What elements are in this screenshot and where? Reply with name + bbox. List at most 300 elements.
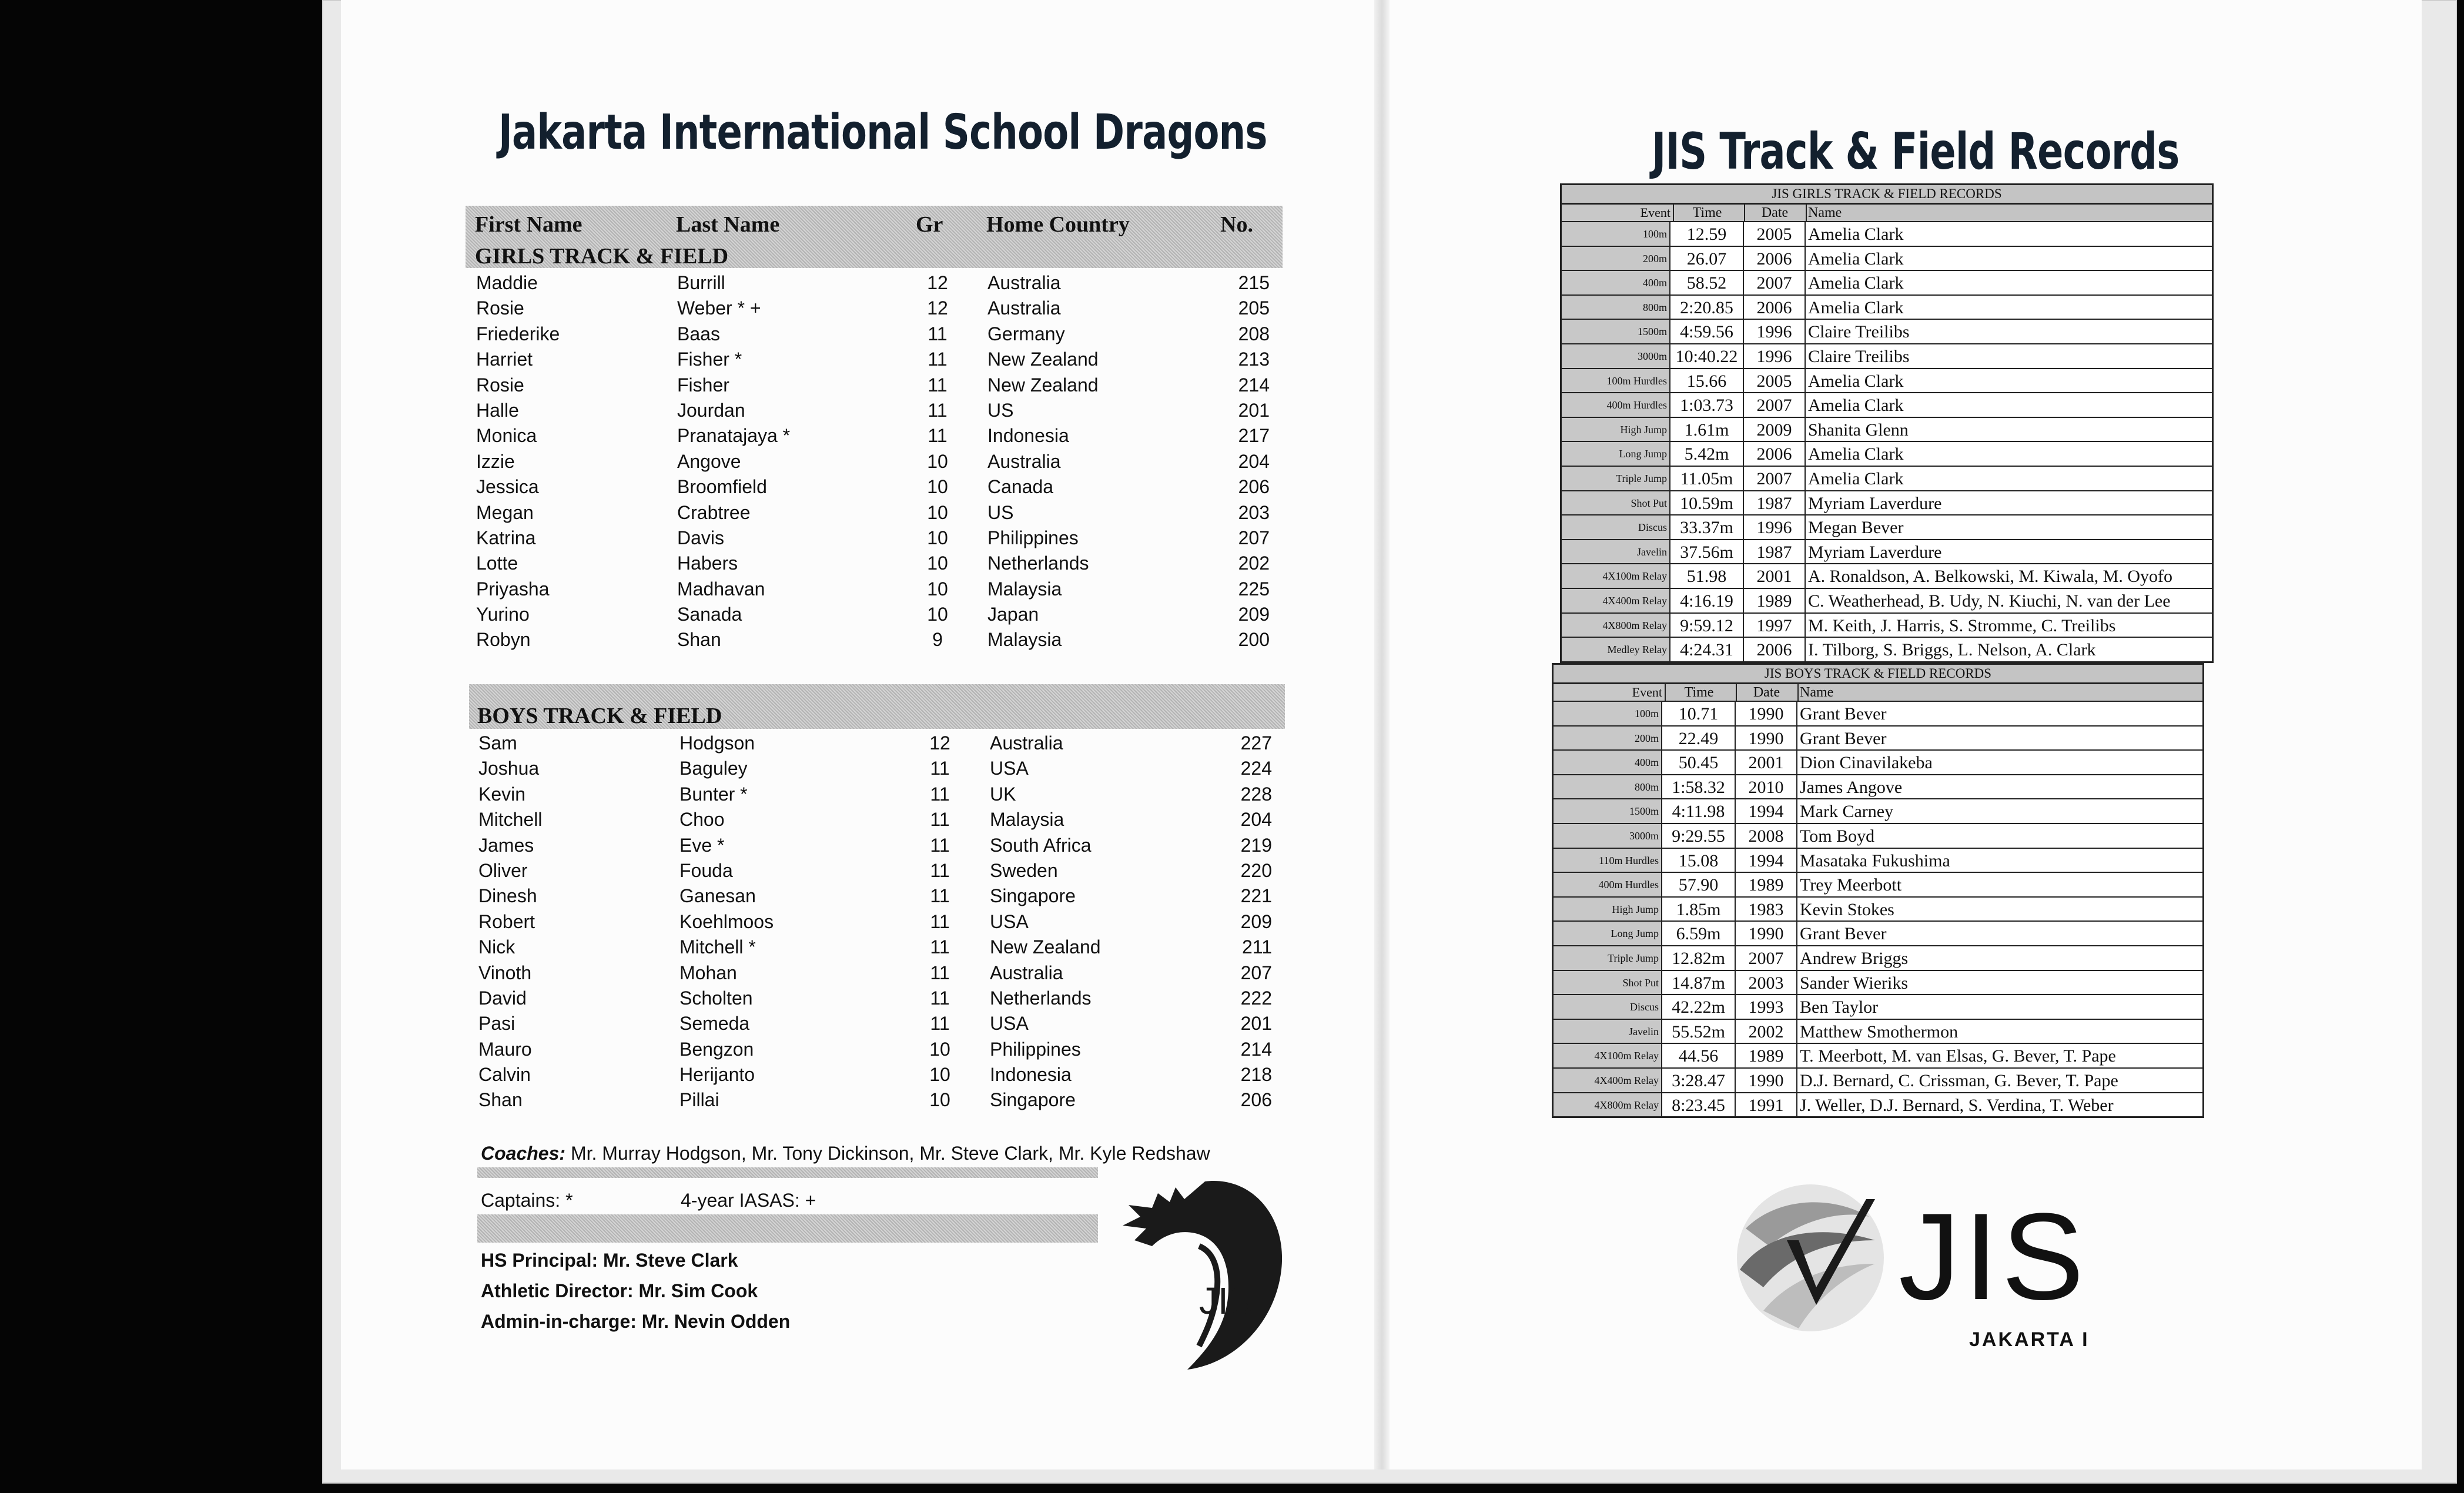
- boys-roster: [478, 731, 1290, 1113]
- roster-grade: 11: [930, 987, 950, 1009]
- roster-row: [476, 500, 1287, 525]
- record-name: Trey Meerbott: [1800, 875, 1902, 895]
- record-event: Shot Put: [1562, 491, 1670, 515]
- roster-grade: 10: [927, 527, 948, 548]
- roster-number: 204: [1238, 450, 1270, 472]
- record-time: 8:23.45: [1662, 1093, 1736, 1117]
- record-row: [1554, 872, 2202, 896]
- roster-row: [476, 577, 1287, 602]
- roster-home-country: Netherlands: [987, 553, 1089, 574]
- roster-last-name: Jourdan: [677, 399, 745, 421]
- roster-number: 213: [1238, 349, 1270, 370]
- record-row: [1562, 466, 2212, 490]
- roster-row: [478, 935, 1290, 960]
- dragon-logo-text: JIS: [1199, 1280, 1254, 1322]
- roster-number: 209: [1240, 910, 1272, 932]
- roster-first-name: Sam: [478, 732, 517, 754]
- roster-last-name: Choo: [679, 809, 725, 831]
- record-date: 1994: [1736, 849, 1797, 872]
- record-name: Masataka Fukushima: [1800, 851, 1950, 871]
- roster-number: 200: [1238, 629, 1270, 651]
- record-event: 1500m: [1554, 799, 1662, 823]
- roster-row: [478, 1062, 1290, 1087]
- record-event: 400m Hurdles: [1554, 873, 1662, 896]
- roster-row: [476, 551, 1287, 576]
- roster-last-name: Koehlmoos: [679, 910, 774, 932]
- coaches-label: Coaches:: [481, 1143, 566, 1164]
- record-time: 9:29.55: [1662, 824, 1736, 848]
- record-row: [1562, 514, 2212, 539]
- record-time: 26.07: [1670, 247, 1744, 270]
- admin-line: Admin-in-charge: Mr. Nevin Odden: [481, 1311, 791, 1332]
- iasas-key: 4-year IASAS: +: [681, 1190, 816, 1211]
- roster-row: [476, 398, 1287, 423]
- boys-header-name: Name: [1800, 685, 1834, 700]
- roster-last-name: Bunter *: [679, 783, 748, 805]
- boys-records-title: JIS BOYS TRACK & FIELD RECORDS: [1554, 665, 2202, 683]
- roster-grade: 11: [930, 1013, 950, 1035]
- record-name: Claire Treilibs: [1808, 322, 1910, 342]
- record-date: 1997: [1744, 614, 1806, 637]
- roster-home-country: Australia: [987, 297, 1061, 319]
- record-event: Discus: [1554, 995, 1662, 1019]
- record-row: [1562, 246, 2212, 270]
- roster-last-name: Shan: [677, 629, 721, 651]
- roster-first-name: Rosie: [476, 297, 524, 319]
- girls-header-date: Date: [1744, 205, 1807, 221]
- record-event: 3000m: [1562, 344, 1670, 368]
- roster-home-country: US: [987, 399, 1014, 421]
- roster-home-country: Germany: [987, 323, 1065, 344]
- roster-first-name: Pasi: [478, 1013, 515, 1035]
- record-name: I. Tilborg, S. Briggs, L. Nelson, A. Clark: [1808, 640, 2096, 660]
- roster-home-country: Australia: [987, 450, 1061, 472]
- record-name: T. Meerbott, M. van Elsas, G. Bever, T. Pape: [1800, 1046, 2116, 1066]
- girls-header-event: Event: [1562, 205, 1674, 221]
- girls-records-table: [1560, 183, 2214, 663]
- record-date: 2006: [1744, 442, 1806, 466]
- girls-header-name: Name: [1808, 205, 1842, 220]
- record-name: C. Weatherhead, B. Udy, N. Kiuchi, N. van der Lee: [1808, 591, 2171, 611]
- roster-number: 228: [1240, 783, 1272, 805]
- roster-last-name: Madhavan: [677, 578, 765, 600]
- record-name: Myriam Laverdure: [1808, 493, 1942, 513]
- record-name: Grant Bever: [1800, 728, 1887, 748]
- roster-home-country: US: [987, 501, 1014, 523]
- roster-number: 201: [1240, 1013, 1272, 1035]
- record-name: M. Keith, J. Harris, S. Stromme, C. Treilibs: [1808, 615, 2116, 635]
- roster-row: [478, 883, 1290, 909]
- record-row: [1554, 848, 2202, 872]
- record-time: 15.66: [1670, 369, 1744, 393]
- roster-last-name: Habers: [677, 553, 738, 574]
- roster-first-name: Mauro: [478, 1038, 532, 1060]
- principal-line: HS Principal: Mr. Steve Clark: [481, 1250, 738, 1271]
- roster-first-name: Yurino: [476, 604, 530, 625]
- record-event: Javelin: [1554, 1020, 1662, 1043]
- roster-row: [478, 858, 1290, 883]
- record-row: [1562, 417, 2212, 441]
- record-event: 4X100m Relay: [1562, 564, 1670, 588]
- roster-number: 204: [1240, 809, 1272, 831]
- roster-first-name: Shan: [478, 1089, 523, 1111]
- roster-number: 214: [1238, 374, 1270, 396]
- roster-grade: 10: [927, 604, 948, 625]
- roster-row: [476, 423, 1287, 448]
- roster-last-name: Baas: [677, 323, 720, 344]
- boys-records-body: [1554, 701, 2202, 1116]
- roster-first-name: Harriet: [476, 349, 533, 370]
- record-name: Myriam Laverdure: [1808, 542, 1942, 562]
- roster-home-country: Singapore: [990, 885, 1076, 907]
- boys-header-event: Event: [1554, 684, 1666, 701]
- roster-last-name: Scholten: [679, 987, 753, 1009]
- roster-number: 219: [1240, 834, 1272, 856]
- roster-number: 215: [1238, 272, 1270, 293]
- record-name: Kevin Stokes: [1800, 899, 1894, 919]
- jis-logo: [1728, 1176, 2151, 1364]
- record-time: 37.56m: [1670, 540, 1744, 564]
- record-time: 1.61m: [1670, 418, 1744, 441]
- roster-first-name: Jessica: [476, 476, 539, 498]
- record-time: 50.45: [1662, 751, 1736, 774]
- record-name: A. Ronaldson, A. Belkowski, M. Kiwala, M. Oyofo: [1808, 567, 2172, 587]
- roster-first-name: Maddie: [476, 272, 538, 293]
- record-event: 4X400m Relay: [1562, 589, 1670, 612]
- record-event: Medley Relay: [1562, 638, 1670, 661]
- roster-grade: 10: [927, 553, 948, 574]
- record-row: [1562, 490, 2212, 515]
- roster-home-country: New Zealand: [990, 936, 1101, 958]
- roster-grade: 11: [930, 910, 950, 932]
- record-event: 4X100m Relay: [1554, 1044, 1662, 1067]
- record-time: 10.71: [1662, 702, 1736, 725]
- record-name: Amelia Clark: [1808, 249, 1904, 269]
- roster-first-name: Joshua: [478, 758, 540, 779]
- record-event: 3000m: [1554, 824, 1662, 848]
- roster-home-country: USA: [990, 910, 1029, 932]
- record-date: 1996: [1744, 515, 1806, 539]
- roster-row: [476, 627, 1287, 652]
- record-event: 1500m: [1562, 320, 1670, 343]
- record-event: Long Jump: [1554, 922, 1662, 945]
- record-name: Mark Carney: [1800, 802, 1894, 822]
- record-date: 1994: [1736, 799, 1797, 823]
- record-date: 1987: [1744, 540, 1806, 564]
- header-number: No.: [1220, 212, 1253, 237]
- record-name: James Angove: [1800, 777, 1903, 797]
- record-date: 1989: [1736, 1044, 1797, 1067]
- girls-section-heading: GIRLS TRACK & FIELD: [475, 244, 729, 269]
- record-event: 400m Hurdles: [1562, 393, 1670, 417]
- record-row: [1554, 1067, 2202, 1092]
- roster-first-name: Kevin: [478, 783, 526, 805]
- roster-row: [476, 322, 1287, 347]
- roster-home-country: New Zealand: [987, 349, 1099, 370]
- roster-first-name: Halle: [476, 399, 519, 421]
- roster-row: [476, 270, 1287, 296]
- roster-grade: 11: [930, 809, 950, 831]
- record-event: 400m: [1562, 271, 1670, 294]
- roster-grade: 10: [929, 1089, 950, 1111]
- roster-grade: 12: [929, 732, 950, 754]
- roster-last-name: Crabtree: [677, 501, 751, 523]
- record-event: 4X800m Relay: [1554, 1093, 1662, 1117]
- record-time: 11.05m: [1670, 467, 1744, 490]
- record-name: Claire Treilibs: [1808, 346, 1910, 366]
- record-time: 12.82m: [1662, 946, 1736, 970]
- roster-last-name: Ganesan: [679, 885, 756, 907]
- record-row: [1554, 994, 2202, 1019]
- roster-home-country: Australia: [990, 962, 1063, 983]
- roster-grade: 11: [928, 374, 948, 396]
- roster-number: 220: [1240, 859, 1272, 881]
- jis-logo-text: JIS: [1899, 1187, 2088, 1325]
- roster-home-country: Netherlands: [990, 987, 1092, 1009]
- roster-first-name: James: [478, 834, 534, 856]
- record-event: 100m Hurdles: [1562, 369, 1670, 393]
- record-name: Amelia Clark: [1808, 468, 1904, 488]
- record-row: [1554, 970, 2202, 995]
- record-row: [1562, 563, 2212, 588]
- roster-grade: 11: [930, 859, 950, 881]
- record-event: 100m: [1562, 222, 1670, 246]
- roster-home-country: Philippines: [987, 527, 1079, 548]
- record-date: 2006: [1744, 638, 1806, 661]
- record-name: Dion Cinavilakeba: [1800, 753, 1933, 773]
- record-row: [1554, 1092, 2202, 1117]
- record-row: [1554, 920, 2202, 945]
- record-time: 9:59.12: [1670, 614, 1744, 637]
- captains-key: Captains: *: [481, 1190, 573, 1211]
- roster-row: [478, 960, 1290, 986]
- record-event: 4X400m Relay: [1554, 1069, 1662, 1092]
- record-row: [1562, 294, 2212, 319]
- roster-number: 209: [1238, 604, 1270, 625]
- roster-home-country: Malaysia: [987, 629, 1062, 651]
- roster-row: [478, 782, 1290, 807]
- record-row: [1562, 539, 2212, 564]
- roster-first-name: Mitchell: [478, 809, 543, 831]
- roster-last-name: Pillai: [679, 1089, 719, 1111]
- roster-grade: 11: [930, 885, 950, 907]
- roster-row: [476, 373, 1287, 398]
- roster-first-name: Calvin: [478, 1064, 531, 1086]
- record-date: 1996: [1744, 344, 1806, 368]
- roster-last-name: Pranatajaya *: [677, 425, 791, 447]
- record-name: Amelia Clark: [1808, 297, 1904, 317]
- record-date: 1996: [1744, 320, 1806, 343]
- record-date: 1991: [1736, 1093, 1797, 1117]
- roster-grade: 11: [930, 758, 950, 779]
- roster-row: [478, 909, 1290, 935]
- coaches-divider: [477, 1167, 1098, 1178]
- girls-roster: [476, 270, 1287, 653]
- roster-first-name: Dinesh: [478, 885, 537, 907]
- roster-last-name: Angove: [677, 450, 741, 472]
- record-time: 55.52m: [1662, 1020, 1736, 1043]
- record-time: 10:40.22: [1670, 344, 1744, 368]
- record-row: [1562, 612, 2212, 637]
- roster-home-country: Philippines: [990, 1038, 1081, 1060]
- roster-grade: 10: [927, 476, 948, 498]
- roster-number: 206: [1240, 1089, 1272, 1111]
- record-row: [1554, 798, 2202, 823]
- roster-home-country: New Zealand: [987, 374, 1099, 396]
- roster-row: [476, 296, 1287, 321]
- record-date: 2005: [1744, 222, 1806, 246]
- roster-first-name: Robert: [478, 910, 535, 932]
- roster-last-name: Mohan: [679, 962, 737, 983]
- record-event: 800m: [1554, 775, 1662, 799]
- boys-records-header: [1554, 683, 2202, 701]
- record-name: Grant Bever: [1800, 924, 1887, 944]
- record-date: 1987: [1744, 491, 1806, 515]
- roster-number: 208: [1238, 323, 1270, 344]
- record-row: [1562, 343, 2212, 368]
- roster-grade: 10: [927, 578, 948, 600]
- roster-home-country: Canada: [987, 476, 1054, 498]
- record-name: J. Weller, D.J. Bernard, S. Verdina, T. Weber: [1800, 1095, 2114, 1115]
- roster-first-name: Oliver: [478, 859, 528, 881]
- roster-first-name: Rosie: [476, 374, 524, 396]
- record-date: 2009: [1744, 418, 1806, 441]
- roster-first-name: Vinoth: [478, 962, 532, 983]
- record-name: Andrew Briggs: [1800, 948, 1909, 968]
- header-home-country: Home Country: [986, 212, 1130, 237]
- record-date: 2007: [1744, 393, 1806, 417]
- roster-row: [478, 833, 1290, 858]
- record-name: Matthew Smothermon: [1800, 1022, 1959, 1042]
- record-date: 1990: [1736, 727, 1797, 750]
- record-event: High Jump: [1554, 898, 1662, 921]
- record-date: 2007: [1744, 467, 1806, 490]
- record-time: 14.87m: [1662, 971, 1736, 995]
- record-time: 3:28.47: [1662, 1069, 1736, 1092]
- roster-grade: 11: [930, 783, 950, 805]
- dragon-logo: [1111, 1170, 1287, 1375]
- record-date: 1989: [1736, 873, 1797, 896]
- record-time: 4:59.56: [1670, 320, 1744, 343]
- roster-grade: 10: [927, 450, 948, 472]
- boys-section-heading: BOYS TRACK & FIELD: [477, 704, 722, 728]
- roster-row: [476, 602, 1287, 627]
- coaches-names: Mr. Murray Hodgson, Mr. Tony Dickinson, Mr. Steve Clark, Mr. Kyle Redshaw: [570, 1143, 1210, 1164]
- roster-grade: 11: [930, 936, 950, 958]
- roster-row: [478, 807, 1290, 832]
- roster-row: [478, 756, 1290, 781]
- roster-number: 206: [1238, 476, 1270, 498]
- record-date: 1993: [1736, 995, 1797, 1019]
- roster-row: [478, 1037, 1290, 1062]
- record-event: Triple Jump: [1554, 946, 1662, 970]
- roster-home-country: UK: [990, 783, 1016, 805]
- key-divider: [477, 1214, 1098, 1243]
- roster-last-name: Fisher *: [677, 349, 742, 370]
- jis-logo-subtext: JAKARTA I: [1969, 1328, 2090, 1351]
- record-date: 1983: [1736, 898, 1797, 921]
- roster-home-country: Australia: [987, 272, 1061, 293]
- roster-home-country: Malaysia: [990, 809, 1064, 831]
- record-name: Ben Taylor: [1800, 997, 1879, 1017]
- roster-first-name: Nick: [478, 936, 515, 958]
- athletic-director-line: Athletic Director: Mr. Sim Cook: [481, 1280, 758, 1301]
- book-fold: [1374, 0, 1390, 1469]
- record-row: [1554, 1019, 2202, 1043]
- record-row: [1554, 945, 2202, 970]
- record-date: 2001: [1736, 751, 1797, 774]
- girls-records-body: [1562, 221, 2212, 661]
- record-row: [1554, 896, 2202, 921]
- roster-first-name: Katrina: [476, 527, 536, 548]
- roster-grade: 11: [930, 834, 950, 856]
- roster-last-name: Bengzon: [679, 1038, 754, 1060]
- roster-row: [476, 474, 1287, 500]
- record-event: Triple Jump: [1562, 467, 1670, 490]
- record-name: Grant Bever: [1800, 704, 1887, 724]
- record-time: 15.08: [1662, 849, 1736, 872]
- roster-number: 221: [1240, 885, 1272, 907]
- record-time: 58.52: [1670, 271, 1744, 294]
- record-time: 1:03.73: [1670, 393, 1744, 417]
- record-name: Megan Bever: [1808, 518, 1904, 538]
- roster-row: [476, 449, 1287, 474]
- roster-number: 225: [1238, 578, 1270, 600]
- boys-header-time: Time: [1662, 684, 1737, 701]
- record-date: 2001: [1744, 564, 1806, 588]
- record-event: 400m: [1554, 751, 1662, 774]
- record-time: 1.85m: [1662, 898, 1736, 921]
- roster-number: 207: [1240, 962, 1272, 983]
- roster-first-name: Friederike: [476, 323, 560, 344]
- record-time: 33.37m: [1670, 515, 1744, 539]
- record-row: [1562, 368, 2212, 393]
- roster-number: 203: [1238, 501, 1270, 523]
- girls-records-header: [1562, 203, 2212, 221]
- header-last-name: Last Name: [676, 212, 780, 237]
- roster-first-name: Izzie: [476, 450, 515, 472]
- record-date: 2003: [1736, 971, 1797, 995]
- roster-last-name: Herijanto: [679, 1064, 755, 1086]
- roster-number: 218: [1240, 1064, 1272, 1086]
- boys-header-date: Date: [1736, 684, 1799, 701]
- record-name: Amelia Clark: [1808, 396, 1904, 416]
- roster-last-name: Fouda: [679, 859, 733, 881]
- record-event: 100m: [1554, 702, 1662, 725]
- record-event: Discus: [1562, 515, 1670, 539]
- record-event: 110m Hurdles: [1554, 849, 1662, 872]
- roster-first-name: Lotte: [476, 553, 518, 574]
- roster-row: [478, 1011, 1290, 1036]
- record-time: 51.98: [1670, 564, 1744, 588]
- roster-last-name: Davis: [677, 527, 725, 548]
- record-row: [1562, 441, 2212, 466]
- record-event: 200m: [1562, 247, 1670, 270]
- roster-home-country: Indonesia: [987, 425, 1069, 447]
- roster-first-name: Priyasha: [476, 578, 550, 600]
- record-event: Shot Put: [1554, 971, 1662, 995]
- roster-last-name: Broomfield: [677, 476, 767, 498]
- record-row: [1562, 319, 2212, 343]
- record-event: Javelin: [1562, 540, 1670, 564]
- roster-first-name: Monica: [476, 425, 537, 447]
- roster-home-country: USA: [990, 1013, 1029, 1035]
- record-date: 2005: [1744, 369, 1806, 393]
- roster-home-country: Singapore: [990, 1089, 1076, 1111]
- record-date: 2010: [1736, 775, 1797, 799]
- record-row: [1554, 701, 2202, 725]
- record-name: D.J. Bernard, C. Crissman, G. Bever, T. Pape: [1800, 1070, 2118, 1090]
